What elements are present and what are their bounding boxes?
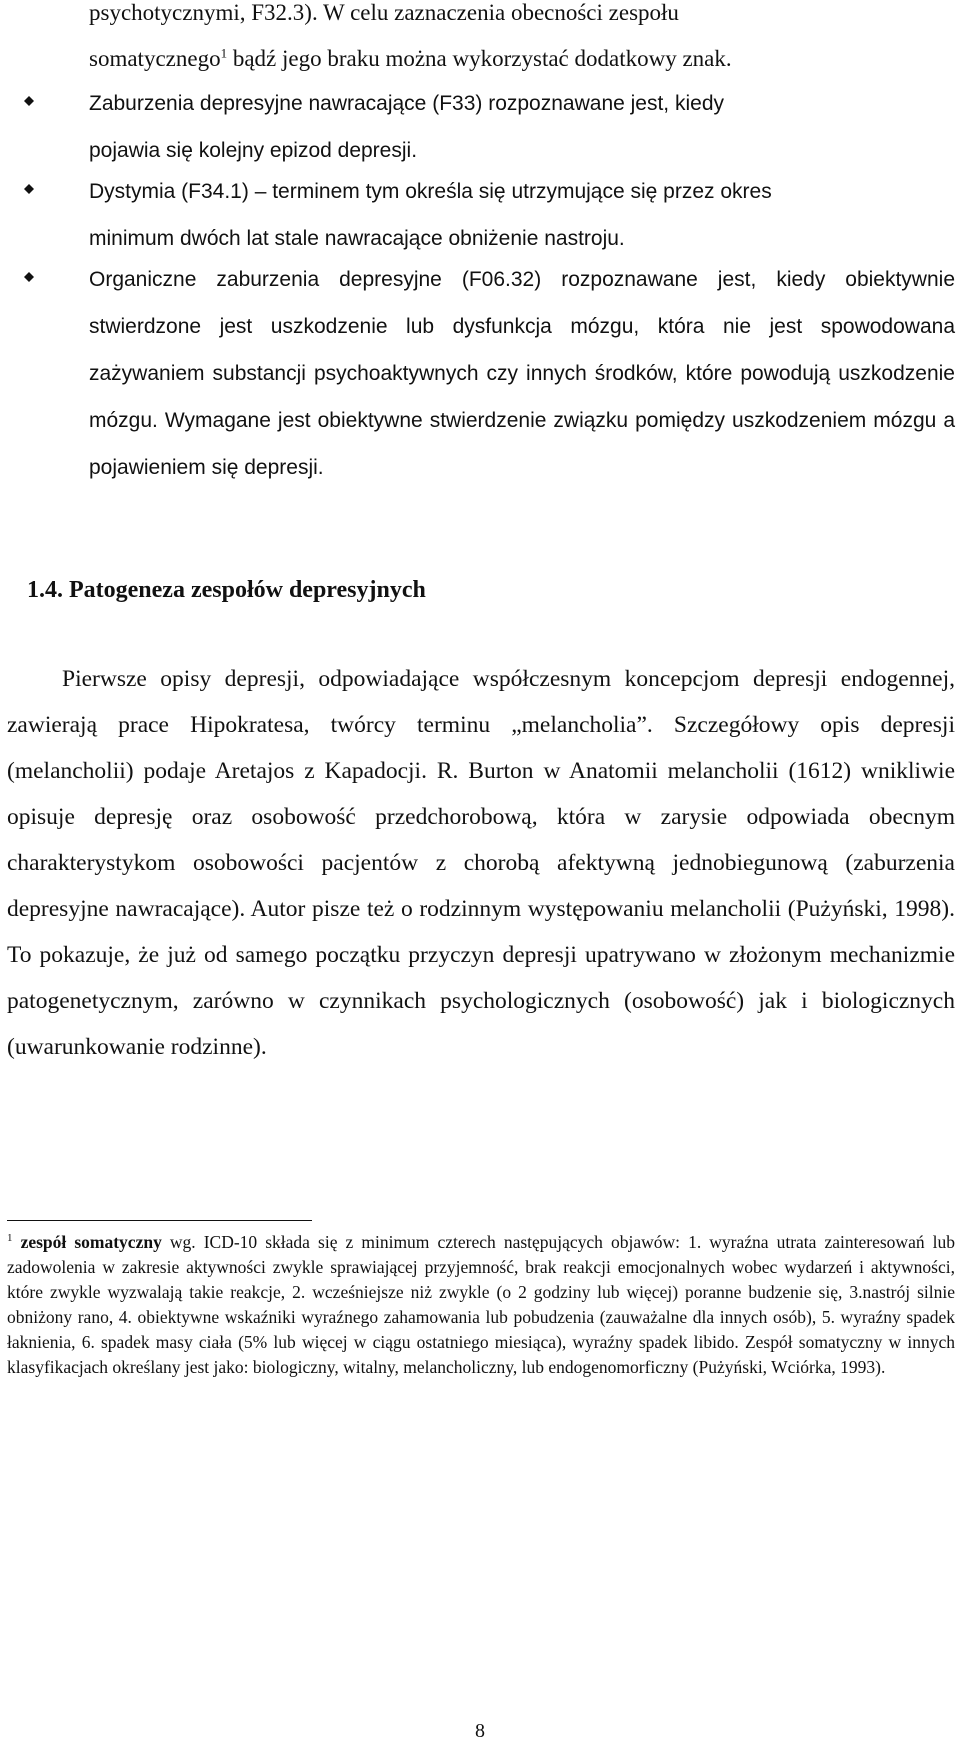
footnote-reference[interactable]: 1 xyxy=(220,45,228,61)
list-item-text-b: pojawia się kolejny epizod depresji. xyxy=(89,139,418,162)
diamond-bullet-icon xyxy=(22,256,36,302)
list-item-prefix: Dystymia (F34.1) – xyxy=(89,180,273,203)
footnote-text: wg. ICD-10 składa się z minimum czterech następujących objawów: 1. wyraźna utrata zainteresowań lub zadowolenia w zakresie aktywności zwykle sprawiającej przyjemność, brak reakcji emocjonalnych wobec wydarzeń i aktywności, które zwykle wyzwalają takie reakcje, 2. wcześniejsze niż zwykle (o 2 godziny lub więcej) poranne budzenie się, 3.nastrój silnie obniżony rano, 4. obiektywne wskaźniki wyraźnego zahamowania lub pobudzenia (zauważalne dla innych osób), 5. wyraźny spadek łaknienia, 6. spadek masy ciała (5% lub więcej w ciągu ostatniego miesiąca), wyraźny spadek libido. Zespół somatyczny w innych klasyfikacjach określany jest jako: biologiczny, witalny, melancholiczny, lub endogenomorficzny (Pużyński, Wciórka, 1993). xyxy=(7,1232,956,1377)
list-item-f34 xyxy=(89,168,955,262)
continuation-paragraph xyxy=(89,0,955,82)
list-item-f33 xyxy=(89,80,955,174)
continuation-line-2a: somatycznego xyxy=(89,46,221,71)
continuation-line-1: psychotycznymi, F32.3). W celu zaznaczenia obecności zespołu xyxy=(89,0,679,25)
list-item-text-a: rozpoznawane jest, kiedy xyxy=(561,268,826,291)
section-heading: 1.4. Patogeneza zespołów depresyjnych xyxy=(27,577,426,603)
footnote-rule xyxy=(7,1220,312,1221)
list-item-prefix: Organiczne zaburzenia depresyjne (F06.32) xyxy=(89,268,562,291)
page-number: 8 xyxy=(475,1720,485,1742)
footnote-term: zespół somatyczny xyxy=(20,1232,162,1252)
footnote xyxy=(7,1230,955,1380)
list-item-text-b: obiektywnie stwierdzone jest uszkodzenie lub dysfunkcja mózgu, która nie jest spowodowana zażywaniem substancji psychoaktywnych czy innych środków, które powodują uszkodzenie mózgu. Wymagane jest obiektywne stwierdzenie związku pomiędzy uszkodzeniem mózgu a pojawieniem się depresji. xyxy=(89,268,955,479)
list-item-text-b: minimum dwóch lat stale nawracające obniżenie nastroju. xyxy=(89,227,625,250)
list-item-text-a: terminem tym określa się utrzymujące się przez okres xyxy=(272,180,772,203)
section-paragraph: Pierwsze opisy depresji, odpowiadające współczesnym koncepcjom depresji endogennej, zawierają prace Hipokratesa, twórcy terminu „melancholia”. Szczegółowy opis depresji (melancholii) podaje Aretajos z Kapadocji. R. Burton w Anatomii melancholii (1612) wnikliwie opisuje depresję oraz osobowość przedchorobową, która w zarysie odpowiada obecnym charakterystykom osobowości pacjentów z chorobą afektywną jednobiegunową (zaburzenia depresyjne nawracające). Autor pisze też o rodzinnym występowaniu melancholii (Pużyński, 1998). To pokazuje, że już od samego początku przyczyn depresji upatrywano w złożonym mechanizmie patogenetycznym, zarówno w czynnikach psychologicznych (osobowość) jak i biologicznych (uwarunkowanie rodzinne). xyxy=(7,666,955,1060)
list-item-text-a: Zaburzenia depresyjne nawracające (F33) rozpoznawane jest, kiedy xyxy=(89,92,725,115)
footnote-marker: 1 xyxy=(7,1232,13,1245)
continuation-line-2b: bądź jego braku można wykorzystać dodatkowy znak. xyxy=(227,46,732,71)
list-item-f06 xyxy=(89,256,955,491)
diamond-bullet-icon xyxy=(22,168,36,214)
diamond-bullet-icon xyxy=(22,80,36,126)
